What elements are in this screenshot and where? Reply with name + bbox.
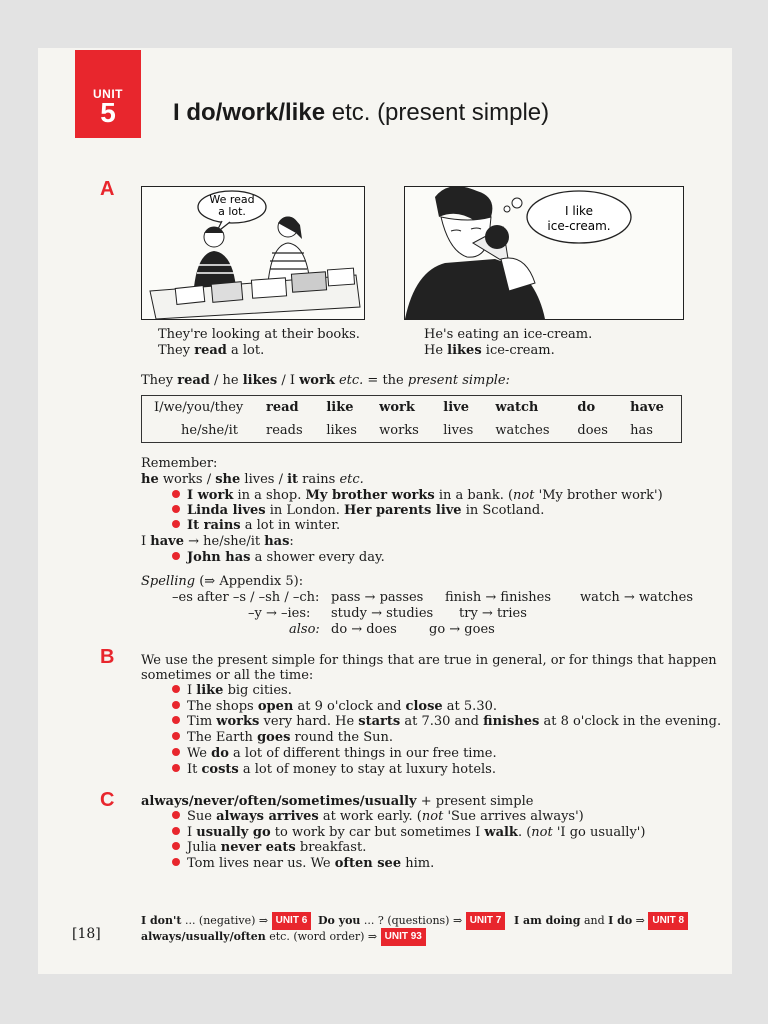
- illustration-reading: [141, 186, 365, 320]
- spelling-ex: go → goes: [429, 622, 495, 637]
- section-c-label: C: [100, 789, 115, 811]
- remember-bullet: Linda lives in London. Her parents live in Scotland.: [172, 503, 544, 519]
- unit-label: UNIT: [93, 87, 123, 101]
- c-bullet: Tom lives near us. We often see him.: [172, 856, 434, 872]
- spelling-rule-ies: –y → –ies:: [248, 606, 311, 621]
- remember-bullet: I work in a shop. My brother works in a bank. (not 'My brother work'): [172, 488, 663, 504]
- spelling-ex: watch → watches: [580, 590, 694, 605]
- spelling-rule-es: –es after –s / –sh / –ch:: [172, 590, 320, 605]
- page-title: [173, 99, 549, 127]
- table-row: he/she/it reads likes works lives watches does has: [181, 423, 653, 438]
- remember-line: he works / she lives / it rains etc.: [141, 472, 364, 487]
- table-row: I/we/you/they read like work live watch do have: [154, 400, 664, 415]
- unit-7-link[interactable]: UNIT 7: [466, 912, 506, 930]
- have-bullet: John has a shower every day.: [172, 550, 385, 566]
- spelling-ex: finish → finishes: [445, 590, 552, 605]
- title-rest: etc. (present simple): [325, 99, 550, 126]
- caption-left-1: They're looking at their books.: [158, 327, 360, 342]
- bubble-text-3: I like: [565, 204, 593, 218]
- spelling-rule-also: also:: [289, 622, 320, 637]
- b-bullet: The Earth goes round the Sun.: [172, 730, 393, 746]
- bubble-text-1: We read: [209, 193, 255, 206]
- b-bullet: We do a lot of different things in our free time.: [172, 746, 497, 762]
- spelling-ex: do → does: [331, 622, 397, 637]
- unit-badge: [75, 50, 141, 138]
- bubble-text-2: a lot.: [218, 205, 246, 218]
- footer-cross-ref-3: I am doing and I do ⇒ UNIT 8: [514, 912, 688, 930]
- have-line: I have → he/she/it has:: [141, 534, 294, 549]
- b-intro-1: We use the present simple for things that are true in general, or for things that happen: [141, 653, 717, 668]
- caption-left-2: They read a lot.: [158, 343, 265, 358]
- footer-cross-ref-1: I don't ... (negative) ⇒ UNIT 6: [141, 912, 311, 930]
- b-bullet: It costs a lot of money to stay at luxury hotels.: [172, 762, 496, 778]
- bubble-text-4: ice-cream.: [547, 219, 611, 233]
- unit-6-link[interactable]: UNIT 6: [272, 912, 312, 930]
- page-number: [18]: [72, 926, 101, 942]
- section-b-label: B: [100, 646, 115, 668]
- spelling-label: Spelling (⇒ Appendix 5):: [141, 574, 304, 589]
- conjugation-table: [141, 395, 682, 443]
- c-bullet: Sue always arrives at work early. (not 'Sue arrives always'): [172, 809, 584, 825]
- title-bold: I do/work/like: [173, 99, 326, 126]
- unit-number: 5: [100, 97, 116, 128]
- c-bullet: I usually go to work by car but sometimes I walk. (not 'I go usually'): [172, 825, 645, 841]
- spelling-ex: study → studies: [331, 606, 434, 621]
- remember-bullet: It rains a lot in winter.: [172, 518, 340, 534]
- unit-8-link[interactable]: UNIT 8: [648, 912, 688, 930]
- b-bullet: I like big cities.: [172, 683, 292, 699]
- present-simple-intro: They read / he likes / I work etc. = the present simple:: [141, 373, 510, 388]
- b-intro-2: sometimes or all the time:: [141, 668, 314, 683]
- footer-cross-ref-4: always/usually/often etc. (word order) ⇒ UNIT 93: [141, 928, 426, 946]
- unit-93-link[interactable]: UNIT 93: [381, 928, 426, 946]
- b-bullet: The shops open at 9 o'clock and close at 5.30.: [172, 699, 497, 715]
- remember-label: Remember:: [141, 456, 218, 471]
- caption-right-1: He's eating an ice-cream.: [424, 327, 593, 342]
- illustration-ice-cream: [404, 186, 684, 320]
- spelling-ex: try → tries: [459, 606, 527, 621]
- caption-right-2: He likes ice-cream.: [424, 343, 555, 358]
- spelling-ex: pass → passes: [331, 590, 424, 605]
- footer-cross-ref-2: Do you ... ? (questions) ⇒ UNIT 7: [318, 912, 505, 930]
- c-heading: always/never/often/sometimes/usually + present simple: [141, 794, 534, 809]
- b-bullet: Tim works very hard. He starts at 7.30 and finishes at 8 o'clock in the evening.: [172, 714, 721, 730]
- section-a-label: A: [100, 178, 115, 200]
- c-bullet: Julia never eats breakfast.: [172, 840, 366, 856]
